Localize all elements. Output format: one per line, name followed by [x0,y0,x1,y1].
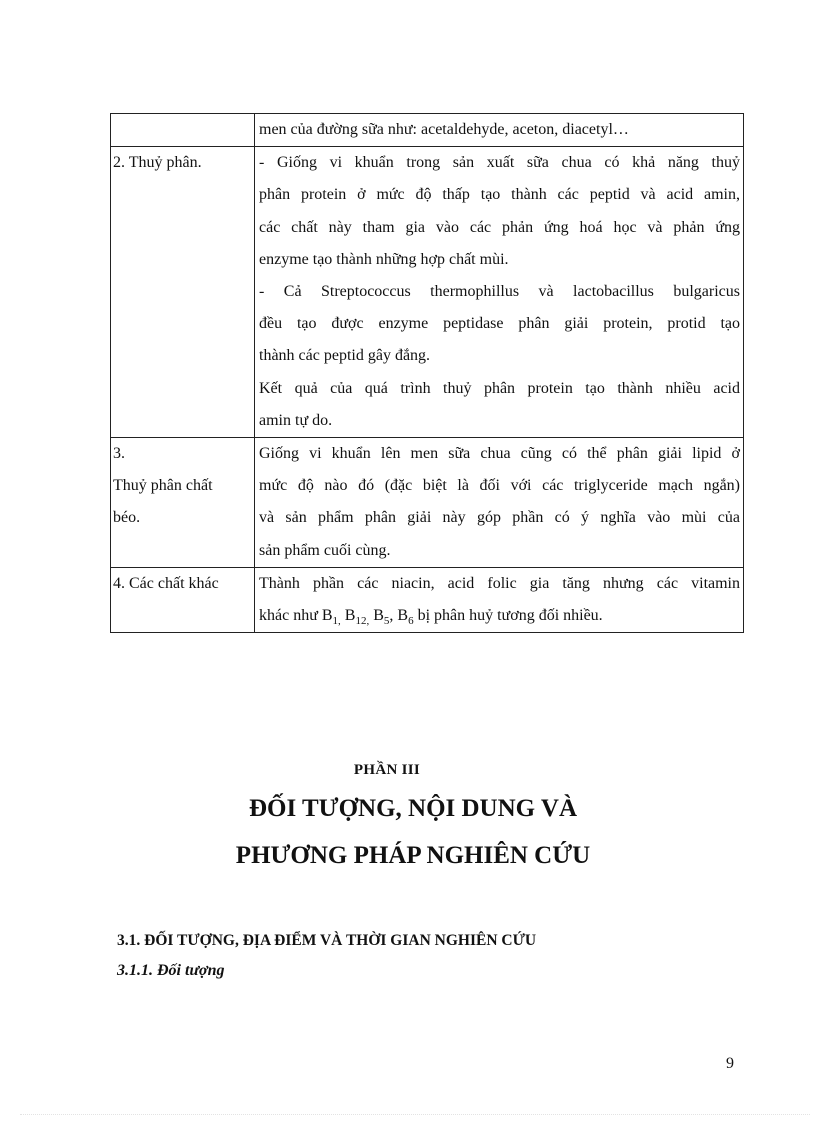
row-label-line: béo. [113,509,141,527]
b6-text: , B [389,607,409,625]
vitamin-suffix: bị phân huỷ tương đối nhiều. [413,607,603,625]
row-label-cell [111,147,255,438]
content-line: Kết quả của quá trình thuỷ phân protein tạo thành nhiều acid [259,379,740,397]
vitamin-prefix: khác như B [259,607,333,625]
row-label-cell [111,114,255,147]
table-row [111,567,744,632]
b5-subscript: 5 [383,615,390,628]
content-line: - Cả Streptococcus thermophillus và lactobacillus bulgaricus [259,283,740,301]
content-line: thành các peptid gây đắng. [259,347,431,365]
table-row [111,438,744,568]
row-label-line: 3. [113,445,125,463]
row-label-cell [111,567,255,632]
row-label-line: Thuỷ phân chất [113,477,213,495]
page-number: 9 [726,1055,734,1072]
row-content-cell [255,147,744,438]
b5-text: B [369,607,384,625]
b1-subscript: 1, [332,615,341,628]
b12-subscript: 12, [355,615,370,628]
content-line: enzyme tạo thành những hợp chất mùi. [259,250,509,268]
row-label-line: 4. Các chất khác [113,574,219,592]
table-row [111,147,744,438]
heading-3-1-1: 3.1.1. Đối tượng [117,962,225,979]
content-line: - Giống vi khuẩn trong sản xuất sữa chua có khả năng thuỷ [259,154,740,172]
section-title-line-1: ĐỐI TƯỢNG, NỘI DUNG VÀ [248,795,578,822]
content-line: sản phẩm cuối cùng. [259,541,391,559]
row-label-line: 2. Thuỷ phân. [113,154,202,172]
content-line: đều tạo được enzyme peptidase phân giải protein, protid tạo [259,315,740,333]
vitamin-line [259,600,740,632]
row-content-cell [255,114,744,147]
content-line: Giống vi khuẩn lên men sữa chua cũng có thể phân giải lipid ở [259,445,740,463]
content-line: và sản phẩm phân giải này góp phần có ý nghĩa vào mùi của [259,509,740,527]
section-title-line-2: PHƯƠNG PHÁP NGHIÊN CỨU [235,842,591,869]
content-line: men của đường sữa như: acetaldehyde, aceton, diacetyl… [259,121,629,138]
content-line: mức độ nào đó (đặc biệt là đối với các triglyceride mạch ngắn) [259,477,740,495]
page-footer-rule [20,1114,810,1115]
b12-text: B [340,607,356,625]
content-line: các chất này tham gia vào các phản ứng hoá học và phản ứng [259,218,740,236]
row-content-cell [255,438,744,568]
content-line: phân protein ở mức độ thấp tạo thành các peptid và acid amin, [259,186,740,204]
part-label: PHẦN III [353,762,421,778]
b6-subscript: 6 [408,615,414,628]
row-content-cell [255,567,744,632]
heading-3-1: 3.1. ĐỐI TƯỢNG, ĐỊA ĐIỂM VÀ THỜI GIAN NGHIÊN CỨU [117,932,537,949]
content-line: amin tự do. [259,411,333,429]
content-line: Thành phần các niacin, acid folic gia tăng nhưng các vitamin [259,574,740,592]
table-row [111,114,744,147]
row-label-cell [111,438,255,568]
yogurt-fermentation-table [110,113,744,633]
